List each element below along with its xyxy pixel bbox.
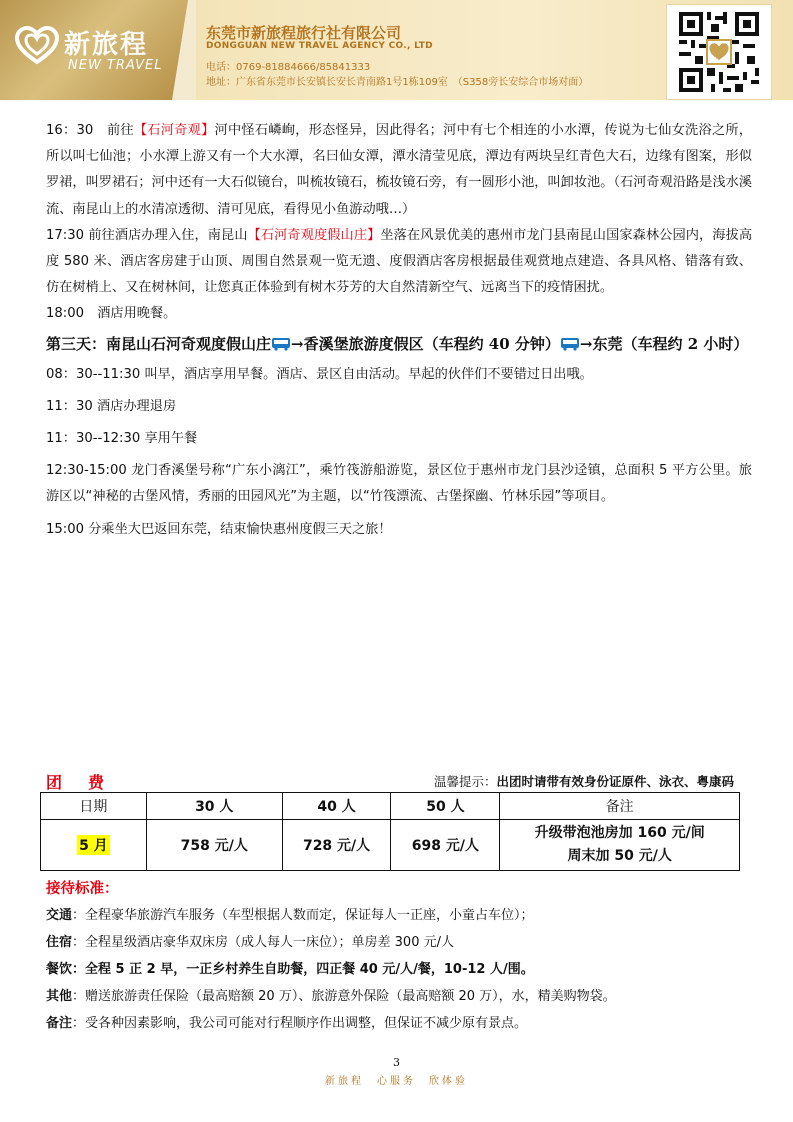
table-cell-price: 728 元/人 [282, 820, 391, 871]
logo-block [0, 0, 190, 100]
logo-text-en: NEW TRAVEL [68, 58, 163, 73]
company-name-cn: 东莞市新旅程旅行社有限公司 [206, 24, 402, 42]
standard-text: ：全程豪华旅游汽车服务（车型根据人数而定，保证每人一正座，小童占车位）； [72, 908, 534, 923]
standard-label: 备注 [46, 1016, 73, 1031]
company-name-en: DONGGUAN NEW TRAVEL AGENCY CO., LTD [206, 41, 433, 51]
bus-icon [271, 337, 291, 351]
table-row [41, 820, 740, 871]
standard-text: ：受各种因素影响，我公司可能对行程顺序作出调整，但保证不减少原有景点。 [72, 1016, 528, 1031]
fee-title: 团费 [46, 773, 131, 792]
itinerary-paragraph: 11：30--12:30 享用午餐 [46, 431, 198, 447]
reception-standards [46, 876, 752, 1037]
day-title-part: →香溪堡旅游度假区（车程约 40 分钟） [291, 334, 560, 353]
day-title-part: 第三天：南昆山石河奇观度假山庄 [46, 334, 272, 353]
table-header-cell: 30 人 [146, 793, 282, 820]
day-title [46, 330, 752, 358]
logo-text-cn: 新旅程 [64, 30, 149, 60]
table-header-cell: 50 人 [391, 793, 500, 820]
standard-item [46, 956, 752, 983]
standard-text: ：赠送旅游责任保险（最高赔额 20 万）、旅游意外保险（最高赔额 20 万），水，精美购物袋。 [72, 989, 616, 1004]
fee-table [40, 792, 740, 871]
table-cell-month [41, 820, 147, 871]
standard-label: 餐饮 [46, 962, 73, 977]
bus-icon [560, 337, 580, 351]
standard-label: 住宿 [46, 935, 73, 950]
time-label: 16：30 前往 [46, 123, 134, 138]
standard-label: 其他 [46, 989, 73, 1004]
qr-code-icon [666, 4, 772, 100]
table-header-cell: 备注 [500, 793, 740, 820]
itinerary-paragraph: 18:00 酒店用晚餐。 [46, 306, 177, 322]
place-highlight: 【石河奇观度假山庄】 [247, 227, 381, 243]
standard-text: ：全程 5 正 2 早，一正乡村养生自助餐，四正餐 40 元/人/餐，10-12 人/围。 [72, 962, 534, 977]
standard-item [46, 929, 752, 956]
fee-tip-text: 出团时请带有效身份证原件、泳衣、粤康码 [496, 774, 734, 789]
month-highlight: 5 月 [77, 835, 110, 855]
standard-item [46, 902, 752, 929]
itinerary-paragraph: 11：30 酒店办理退房 [46, 398, 177, 414]
fee-table-header-row [41, 793, 740, 820]
day-title-part: →东莞（车程约 2 小时） [579, 334, 749, 353]
company-address: 地址：广东省东莞市长安镇长安长青南路1号1栋109室 （S358旁长安综合市场对面） [206, 77, 589, 88]
itinerary-paragraph: 12:30-15:00 龙门香溪堡号称“广东小漓江”，乘竹筏游船游览，景区位于惠州市龙门县沙迳镇，总面积 5 平方公里。旅游区以“神秘的古堡风情，秀丽的田园风光”为主题，以“竹筏漂流、古堡探幽、竹林乐园”等项目。 [46, 463, 752, 505]
fee-header [46, 770, 734, 790]
paragraph-text: 坐落在风景优美的惠州市龙门县南昆山国家森林公园内，海拔高度 580 米、酒店客房建于山顶、周围自然景观一览无遗、度假酒店客房根据最佳观赏地点建造、各具风格、错落有致、仿在树梢上、又在树林间，让您真正体验到有树木芬芳的大自然清新空气、远离当下的疫情困扰。 [46, 227, 753, 296]
table-cell-price: 758 元/人 [146, 820, 282, 871]
heart-logo-icon [14, 26, 60, 66]
itinerary-paragraph [46, 223, 752, 302]
fee-tip [434, 772, 734, 790]
footer-slogan: 新旅程 心服务 欣体验 [325, 1076, 468, 1087]
page-header [0, 0, 793, 100]
note-line: 周末加 50 元/人 [567, 848, 672, 864]
fee-tip-label: 温馨提示： [433, 774, 497, 789]
paragraph-text: 河中怪石嶙峋，形态怪异，因此得名；河中有七个相连的小水潭，传说为七仙女洗浴之所，所以叫七仙池；小水潭上游又有一个大水潭，名曰仙女潭，潭水清莹见底，潭边有两块呈红青色大石，边缘有图案，形似罗裙，叫罗裙石；河中还有一大石似镜台，叫梳妆镜石，梳妆镜石旁，有一圆形小池，叫卸妆池。（石河奇观沿路是浅水溪流、南昆山上的水清凉透彻、清可见底，看得见小鱼游动哦…） [46, 123, 753, 217]
itinerary [46, 118, 752, 543]
company-info [196, 0, 793, 100]
table-cell-note [500, 820, 740, 871]
itinerary-paragraph: 08：30--11:30 叫早，酒店享用早餐。酒店、景区自由活动。早起的伙伴们不要错过日出哦。 [46, 366, 593, 382]
itinerary-paragraph [46, 118, 752, 223]
standards-title: 接待标准： [46, 881, 119, 897]
table-cell-price: 698 元/人 [391, 820, 500, 871]
table-header-cell: 40 人 [282, 793, 391, 820]
standard-label: 交通 [46, 908, 73, 923]
company-phone: 电话：0769-81884666/85841333 [206, 62, 371, 73]
standard-text: ：全程星级酒店豪华双床房（成人每人一床位）；单房差 300 元/人 [72, 935, 454, 950]
place-highlight: 【石河奇观】 [133, 123, 215, 138]
note-line: 升级带泡池房加 160 元/间 [534, 825, 705, 841]
page-number: 3 [393, 1056, 400, 1069]
itinerary-paragraph: 15:00 分乘坐大巴返回东莞，结束愉快惠州度假三天之旅！ [46, 521, 392, 537]
standard-item [46, 983, 752, 1010]
table-header-cell: 日期 [41, 793, 147, 820]
time-label: 17:30 前往酒店办理入住，南昆山 [46, 227, 248, 243]
standard-item [46, 1010, 752, 1037]
